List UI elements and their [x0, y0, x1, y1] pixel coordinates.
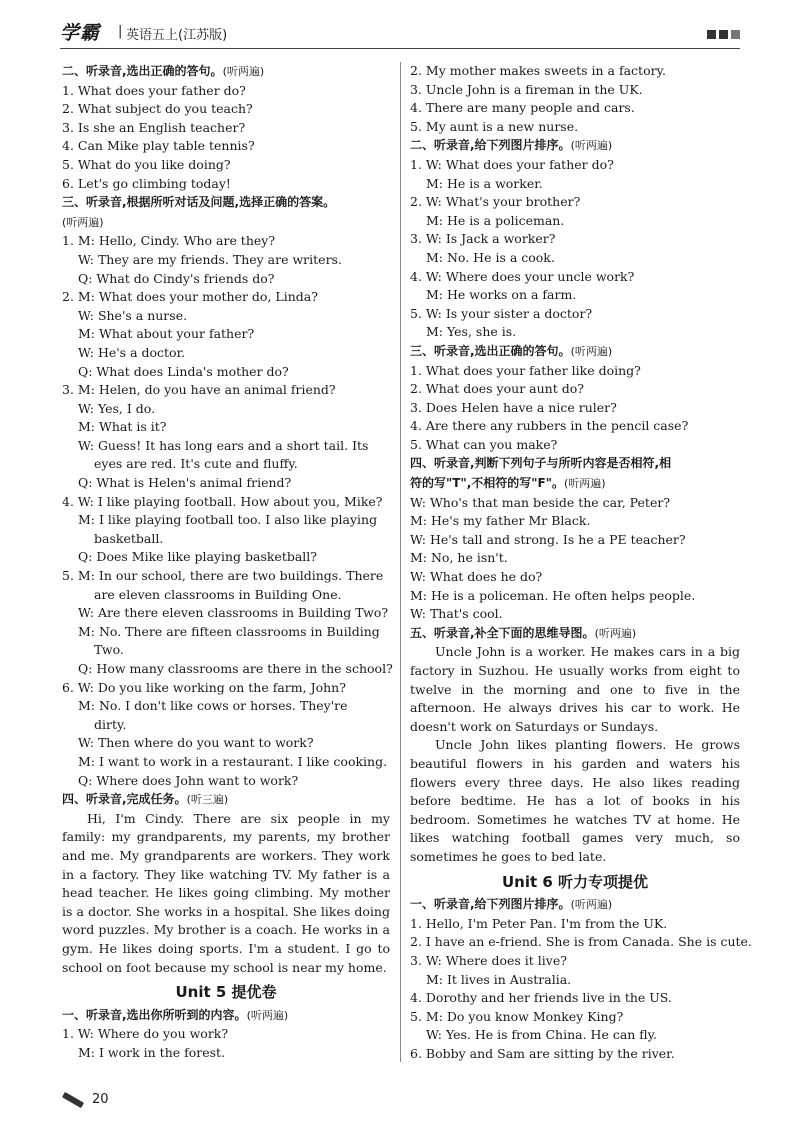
- section-heading-text: 五、听录音,补全下面的思维导图。: [410, 625, 595, 640]
- text-line: 5. M: In our school, there are two buildings. There: [62, 568, 384, 584]
- listening-times-note: (听两遍): [570, 344, 613, 358]
- dialogue-line: M: He is a worker.: [426, 175, 543, 191]
- text-line: 1. W: Where do you work?: [62, 1026, 229, 1042]
- section-heading-text: 四、听录音,完成任务。: [62, 792, 187, 807]
- right-column: [410, 62, 752, 1063]
- text-line: 2. I have an e-friend. She is from Canada. She is cute.: [410, 934, 752, 950]
- dialogue-line: M: No. There are fifteen classrooms in Building: [78, 623, 380, 639]
- text-line: 4. Can Mike play table tennis?: [62, 138, 255, 154]
- text-line: W: That's cool.: [410, 606, 503, 622]
- unit-title: Unit 5 提优卷: [175, 983, 277, 1002]
- text-line: 4. Are there any rubbers in the pencil case?: [410, 418, 689, 434]
- text-line: 6. W: Do you like working on the farm, John?: [62, 679, 346, 695]
- dialogue-line: W: They are my friends. They are writers.: [78, 251, 342, 267]
- section-heading: [410, 624, 740, 644]
- continued-line: basketball.: [94, 530, 164, 546]
- book-title: 英语五上(江苏版): [126, 28, 228, 43]
- dialogue-line: Q: Does Mike like playing basketball?: [78, 549, 318, 565]
- text-line: M: No, he isn't.: [410, 550, 508, 566]
- text-line: 4. There are many people and cars.: [410, 100, 635, 116]
- text-line: 3. W: Is Jack a worker?: [410, 231, 556, 247]
- text-line: 2. W: What's your brother?: [410, 194, 581, 210]
- pencil-icon: [62, 1091, 84, 1107]
- dialogue-line: M: No. He is a cook.: [426, 249, 555, 265]
- text-line: 5. My aunt is a new nurse.: [410, 118, 579, 134]
- section-heading: [62, 790, 390, 810]
- dialogue-line: M: What is it?: [78, 419, 167, 435]
- text-line: M: He's my father Mr Black.: [410, 513, 591, 529]
- dialogue-line: M: It lives in Australia.: [426, 971, 572, 987]
- column-divider: [400, 62, 401, 1062]
- text-line: W: Who's that man beside the car, Peter?: [410, 494, 671, 510]
- section-heading-text: 三、听录音,选出正确的答句。: [410, 343, 571, 358]
- text-line: M: He is a policeman. He often helps people.: [410, 587, 696, 603]
- dialogue-line: W: Are there eleven classrooms in Building Two?: [78, 605, 389, 621]
- section-heading: [62, 1006, 390, 1026]
- section-heading: [410, 454, 740, 474]
- left-column: [62, 62, 393, 1062]
- listening-times-note: (听三遍): [186, 793, 229, 807]
- listening-times-note: (听两遍): [62, 215, 104, 229]
- brand-logo: 学霸: [60, 22, 101, 44]
- dialogue-line: Q: What does Linda's mother do?: [78, 363, 289, 379]
- page-footer: [62, 1092, 109, 1107]
- section-heading: [410, 474, 740, 494]
- dialogue-line: Q: Where does John want to work?: [78, 772, 299, 788]
- continued-line: dirty.: [94, 716, 127, 732]
- dialogue-line: W: Yes. He is from China. He can fly.: [426, 1027, 658, 1043]
- section-heading-text: 三、听录音,根据所听对话及问题,选择正确的答案。: [62, 195, 336, 210]
- dialogue-line: W: Yes, I do.: [78, 400, 156, 416]
- continued-line: Two.: [94, 642, 124, 658]
- text-line: W: What does he do?: [410, 569, 543, 585]
- text-line: 2. M: What does your mother do, Linda?: [62, 289, 318, 305]
- text-line: 1. M: Hello, Cindy. Who are they?: [62, 233, 276, 249]
- section-heading-text: 符的写"T",不相符的写"F"。: [410, 476, 564, 491]
- text-line: 2. What subject do you teach?: [62, 101, 253, 117]
- dialogue-line: W: He's a doctor.: [78, 344, 186, 360]
- dialogue-line: Q: What is Helen's animal friend?: [78, 475, 292, 491]
- dialogue-line: M: Yes, she is.: [426, 324, 517, 340]
- dialogue-line: M: What about your father?: [78, 326, 255, 342]
- listening-times-note: (听两遍): [222, 65, 265, 78]
- section-heading: [62, 62, 390, 82]
- text-line: 4. W: I like playing football. How about you, Mike?: [62, 493, 383, 509]
- listening-times-note: (听两遍): [246, 1008, 289, 1022]
- dialogue-line: Q: What do Cindy's friends do?: [78, 270, 275, 286]
- section-heading-text: 二、听录音,选出正确的答句。: [62, 64, 223, 78]
- dialogue-line: M: I work in the forest.: [78, 1044, 226, 1060]
- dialogue-line: W: Then where do you want to work?: [78, 735, 314, 751]
- section-heading-text: 四、听录音,判断下列句子与所听内容是否相符,相: [410, 456, 672, 471]
- continued-line: eyes are red. It's cute and fluffy.: [94, 456, 298, 472]
- dialogue-line: W: She's a nurse.: [78, 307, 188, 323]
- text-line: 1. W: What does your father do?: [410, 156, 614, 172]
- listening-times-note: (听两遍): [570, 898, 613, 912]
- text-line: 4. W: Where does your uncle work?: [410, 268, 635, 284]
- text-line: 2. My mother makes sweets in a factory.: [410, 63, 666, 78]
- page-header: [60, 18, 740, 48]
- text-line: 5. What do you like doing?: [62, 156, 231, 172]
- section-heading: [410, 895, 740, 915]
- text-line: 3. M: Helen, do you have an animal friend?: [62, 382, 336, 398]
- passage-paragraph: Uncle John is a worker. He makes cars in a big factory in Suzhou. He usually works from eight to twelve in the morning and one to five in the afternoon. He always drives his car to work. He doesn't work on Saturdays or Sundays.: [410, 644, 740, 734]
- text-line: 5. M: Do you know Monkey King?: [410, 1008, 624, 1024]
- section-heading: [62, 213, 390, 233]
- text-line: 3. Uncle John is a fireman in the UK.: [410, 81, 643, 97]
- section-heading: [62, 193, 390, 213]
- section-heading-text: 一、听录音,给下列图片排序。: [410, 897, 571, 912]
- section-heading: [410, 342, 740, 362]
- unit-title: Unit 6 听力专项提优: [501, 872, 649, 891]
- header-decoration-squares: [707, 30, 740, 39]
- dialogue-line: M: He works on a farm.: [426, 287, 577, 303]
- dialogue-line: M: I like playing football too. I also like playing: [78, 512, 378, 528]
- text-line: 1. What does your father like doing?: [410, 362, 641, 378]
- passage-paragraph: Uncle John likes planting flowers. He grows beautiful flowers in his garden and waters his flowers every three days. He also likes reading before bedtime. He has a lot of books in his bedroom. Sometimes he watches TV at home. He likes watching football games very much, so sometimes he goes to bed late.: [410, 737, 740, 864]
- text-line: 3. Does Helen have a nice ruler?: [410, 399, 617, 415]
- dialogue-line: M: No. I don't like cows or horses. They're: [78, 698, 348, 714]
- continued-line: are eleven classrooms in Building One.: [94, 586, 342, 602]
- listening-times-note: (听两遍): [563, 477, 606, 491]
- text-line: 1. Hello, I'm Peter Pan. I'm from the UK.: [410, 915, 668, 931]
- page-number: 20: [92, 1092, 109, 1107]
- text-line: 3. W: Where does it live?: [410, 952, 567, 968]
- header-rule: [60, 48, 740, 49]
- text-line: 1. What does your father do?: [62, 82, 246, 98]
- text-line: 5. What can you make?: [410, 436, 558, 452]
- text-line: 6. Let's go climbing today!: [62, 175, 231, 191]
- text-line: W: He's tall and strong. Is he a PE teacher?: [410, 531, 686, 547]
- dialogue-line: M: He is a policeman.: [426, 212, 565, 228]
- text-line: 4. Dorothy and her friends live in the US.: [410, 990, 672, 1006]
- text-line: 6. Bobby and Sam are sitting by the river.: [410, 1045, 675, 1061]
- section-heading-text: 二、听录音,给下列图片排序。: [410, 138, 571, 153]
- dialogue-line: Q: How many classrooms are there in the school?: [78, 661, 393, 676]
- listening-times-note: (听两遍): [570, 139, 613, 153]
- text-line: 5. W: Is your sister a doctor?: [410, 305, 593, 321]
- text-line: 3. Is she an English teacher?: [62, 119, 246, 135]
- dialogue-line: W: Guess! It has long ears and a short tail. Its: [78, 437, 369, 453]
- dialogue-line: M: I want to work in a restaurant. I like cooking.: [78, 753, 388, 769]
- section-heading-text: 一、听录音,选出你所听到的内容。: [62, 1007, 247, 1022]
- text-line: 2. What does your aunt do?: [410, 381, 584, 397]
- listening-times-note: (听两遍): [594, 626, 637, 640]
- header-separator: |: [118, 24, 123, 39]
- passage-paragraph: Hi, I'm Cindy. There are six people in my family: my grandparents, my parents, my brother and me. My grandparents are workers. They work in a factory. They like watching TV. My father is a head teacher. He likes going climbing. My mother is a doctor. She works in a hospital. She likes doing word puzzles. My brother is a coach. He works in a gym. He likes doing sports. I'm a student. I go to school on foot because my school is near my home.: [62, 810, 390, 975]
- section-heading: [410, 136, 740, 156]
